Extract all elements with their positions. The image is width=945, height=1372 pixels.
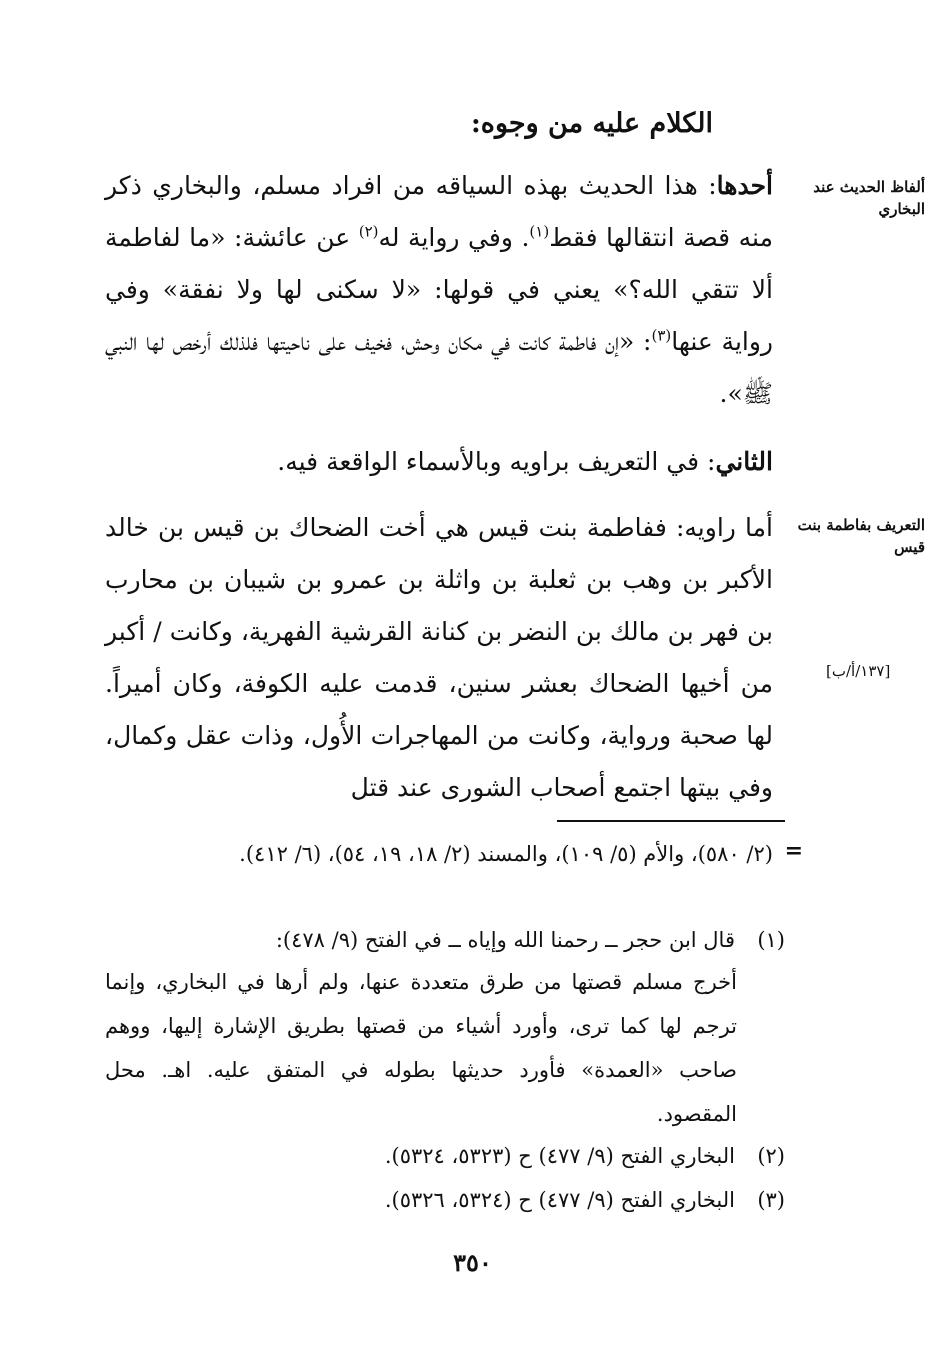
paragraph-text: : «إن فاطمة كانت في مكان وحش، فخيف على ناحيتها فلذلك أرخص لها النبي ﷺ».	[105, 327, 773, 408]
margin-note-hadith-wording: ألفاظ الحديث عند البخاري	[813, 178, 925, 218]
paragraph-text: : في التعريف براويه وبالأسماء الواقعة فيه.	[277, 447, 716, 476]
paragraph-text: : هذا الحديث بهذه السياقه من افراد مسلم، والبخاري ذكر منه قصة انتقالها فقط	[105, 171, 773, 252]
footnote-1-body: أخرج مسلم قصتها من طرق متعددة عنها، ولم أرها في البخاري، وإنما ترجم لها كما ترى، وأورد أشياء من قصتها بطريق الإشارة إليها، ووهم صاحب «العمدة» فأورد حديثها بطوله في المتفق عليه. اهـ. محل المقصود.	[105, 970, 737, 1126]
footnote-text: البخاري الفتح (٩/ ٤٧٧) ح (٥٣٢٤، ٥٣٢٦).	[384, 1188, 735, 1212]
paragraph-narrator	[105, 502, 773, 814]
margin-note-narrator-intro: التعريف بفاطمة بنت قيس	[797, 516, 925, 556]
footnote-separator	[557, 820, 785, 822]
footnote-number: (٣)	[757, 1188, 785, 1212]
footnote-2	[105, 1134, 785, 1178]
footnote-ref-1: (١)	[529, 222, 550, 241]
paragraph-lead: أحدها	[716, 171, 773, 200]
footnote-text: قال ابن حجر ــ رحمنا الله وإياه ــ في الفتح (٩/ ٤٧٨):	[275, 928, 735, 952]
footnote-number: (٢)	[757, 1144, 785, 1168]
page-number: ٣٥٠	[453, 1248, 492, 1277]
footnote-ref-2: (٢)	[358, 222, 379, 241]
footnote-text: البخاري الفتح (٩/ ٤٧٧) ح (٥٣٢٣، ٥٣٢٤).	[384, 1144, 735, 1168]
footnote-continuation-mark: =	[784, 838, 803, 864]
paragraph-text: . وفي رواية له	[378, 223, 530, 252]
footnote-3	[105, 1178, 785, 1222]
paragraph-text: عن عائشة: «ما لفاطمة ألا تتقي الله؟» يعني في قولها: «لا سكنى لها ولا نفقة» وفي رواية عنها	[105, 223, 773, 356]
paragraph-lead: الثاني	[715, 447, 773, 476]
footnote-ref-3: (٣)	[651, 326, 672, 345]
paragraph-second-aspect	[105, 436, 773, 488]
footnote-1	[105, 918, 785, 962]
paragraph-text: أما راويه: ففاطمة بنت قيس هي أخت الضحاك بن قيس بن خالد الأكبر بن وهب بن ثعلبة بن واثلة بن عمرو بن شيبان بن محارب بن فهر بن مالك بن النضر بن كنانة القرشية الفهرية، وكانت / أكبر من أخيها الضحاك بعشر سنين، قدمت عليه الكوفة، وكان أميراً. لها صحبة ورواية، وكانت من المهاجرات الأُول، وذات عقل وكمال، وفي بيتها اجتمع أصحاب الشورى عند قتل	[105, 513, 773, 802]
footnote-continuation: (٢/ ٥٨٠)، والأم (٥/ ١٠٩)، والمسند (٢/ ١٨، ١٩، ٥٤)، (٦/ ٤١٢).	[239, 842, 773, 866]
paragraph-first-aspect	[105, 160, 773, 420]
margin-note-manuscript-folio: [١٣٧/أ/ب]	[826, 662, 891, 680]
footnote-number: (١)	[757, 928, 785, 952]
section-heading: الكلام عليه من وجوه:	[470, 108, 713, 139]
